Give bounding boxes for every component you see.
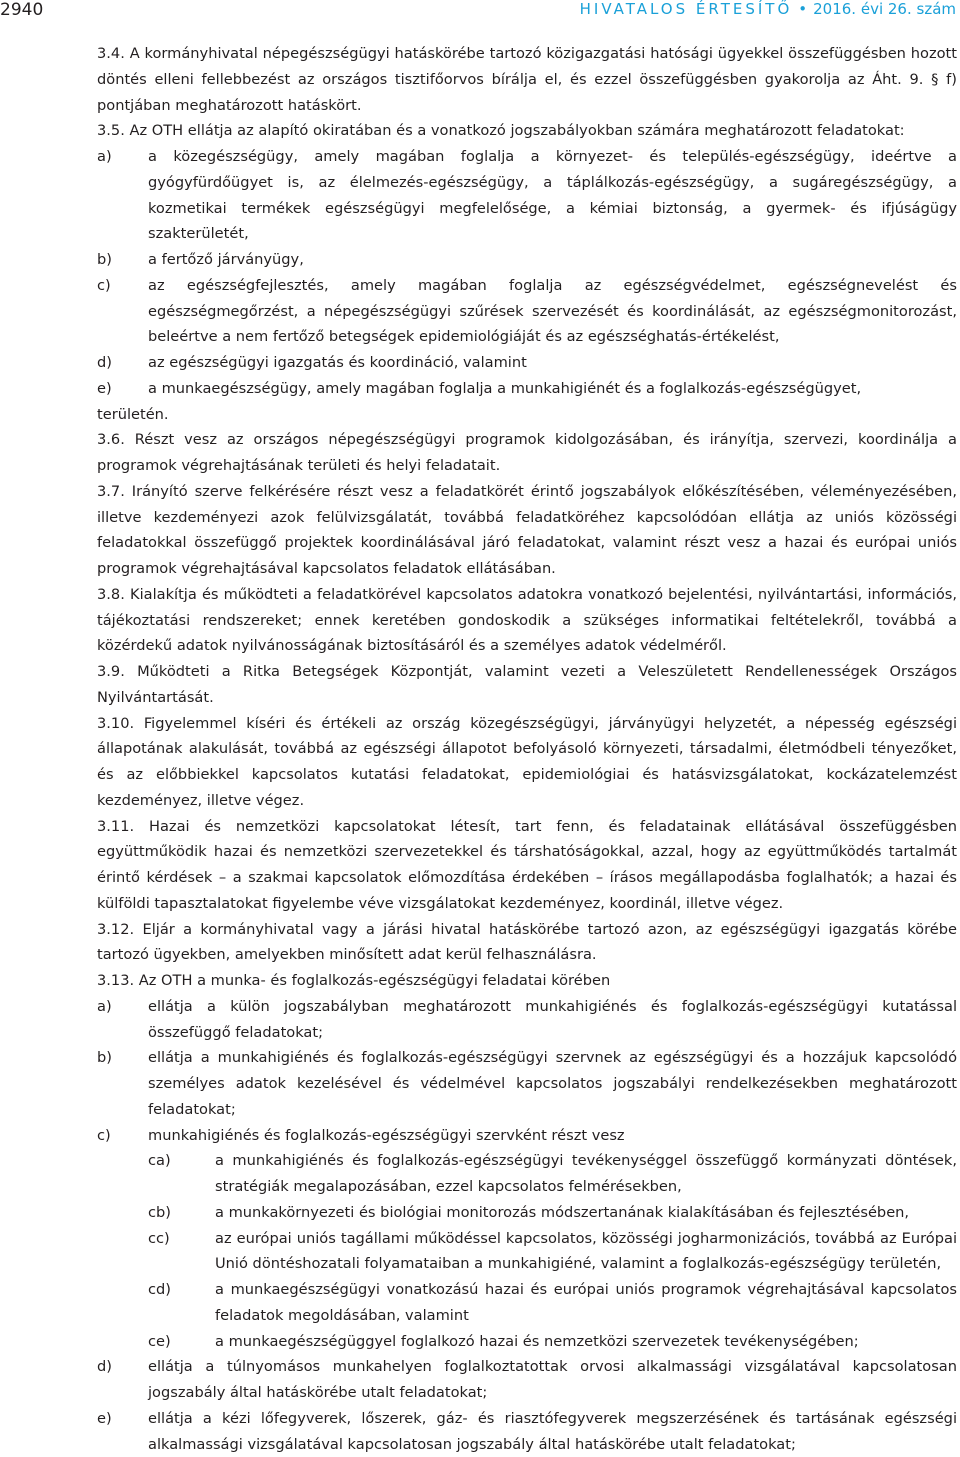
list-item-text: ellátja a kézi lőfegyverek, lőszerek, gáz- és riasztófegyverek megszerzésének és tartásának egészségi alkalmassági vizsgálatával kapcsolatosan jogszabály által hatáskörébe utalt feladatokat; [148,1409,957,1453]
list-item-label: b) [97,1049,112,1067]
list-item-label: e) [97,1409,112,1427]
journal-title: HIVATALOS ÉRTESÍTŐ [579,0,793,18]
list-item-text: a fertőző járványügy, [148,251,304,268]
list-item-label: c) [97,1126,111,1144]
document-body [97,41,957,1457]
paragraph-3-5-closing: területén. [97,405,169,423]
list-item [97,1123,957,1149]
list-item [97,1354,957,1406]
list-item-text: az egészségfejlesztés, amely magában foglalja az egészségvédelmet, egészségnevelést és egészségmegőrzést, a népegészségügyi szűrések szervezését és koordinálását, az egészségmonitorozást, beleértve a nem fertőző betegségek epidemiológiáját és az egészséghatás-értékelést, [148,276,957,346]
paragraph-3-5: 3.5. Az OTH ellátja az alapító okiratában és a vonatkozó jogszabályokban számára meghatározott feladatokat: [97,122,905,140]
list-item [97,144,957,247]
paragraph-3-8: 3.8. Kialakítja és működteti a feladatkörével kapcsolatos adatokra vonatkozó bejelentési, nyilvántartási, információs, tájékoztatási rendszereket; ennek keretében gondoskodik a szükséges informatikai feltételekről, továbbá a közérdekű adatok nyilvánosságának biztosításáról és a személyes adatok védelméről. [97,585,957,655]
list-item-text: az egészségügyi igazgatás és koordináció, valamint [148,354,527,371]
sub-list-item [148,1226,957,1278]
separator-dot: • [798,0,808,18]
list-item-text: ellátja a túlnyomásos munkahelyen foglalkoztatottak orvosi alkalmassági vizsgálatával kapcsolatosan jogszabály által hatáskörébe utalt feladatokat; [148,1358,957,1401]
list-item-label: a) [97,997,112,1015]
sub-list-item [148,1277,957,1329]
list-item [97,273,957,350]
paragraph-3-4: 3.4. A kormányhivatal népegészségügyi hatáskörébe tartozó közigazgatási hatósági ügyekkel összefüggésben hozott döntés elleni fellebbezést az országos tisztifőorvos bírálja el, és ezzel összefüggésben gyakorolja az Áht. 9. § f) pontjában meghatározott hatáskört. [97,45,957,114]
sub-list-item-label: ca) [148,1152,171,1170]
list-item-label: a) [97,148,112,165]
list-item-text: a munkaegészségügy, amely magában foglalja a munkahigiénét és a foglalkozás-egészségügyet, [148,379,862,397]
list-item-label: d) [97,354,112,371]
paragraph-3-13: 3.13. Az OTH a munka- és foglalkozás-egészségügyi feladatai körében [97,972,611,989]
list-item [97,247,957,273]
paragraph-3-12: 3.12. Eljár a kormányhivatal vagy a járási hivatal hatáskörébe tartozó azon, az egészségügyi igazgatás körébe tartozó ügyekben, amelyekben minősített adat kerül felhasználásra. [97,920,957,964]
sub-list-item-text: a munkaegészségüggyel foglalkozó hazai és nemzetközi szervezetek tevékenységében; [215,1332,859,1350]
list-item [97,376,957,402]
sub-list-item [148,1148,957,1200]
paragraph-3-6: 3.6. Részt vesz az országos népegészségügyi programok kidolgozásában, és irányítja, szervezi, koordinálja a programok végrehajtásának területi és helyi feladatait. [97,431,957,474]
sub-list-item-label: ce) [148,1332,171,1350]
sub-list-item-text: a munkaegészségügyi vonatkozású hazai és európai uniós programok végrehajtásával kapcsolatos feladatok megoldásában, valamint [215,1281,957,1324]
paragraph-3-7: 3.7. Irányító szerve felkérésére részt vesz a feladatkörét érintő jogszabályok előkészítésében, véleményezésében, illetve kezdeményezi azok felülvizsgálatát, továbbá feladatköréhez kapcsolódóan ellátja az uniós közösségi feladatokkal összefüggő projektek koordinálásával járó feladatokat, valamint részt vesz a hazai és európai uniós programok végrehajtásával kapcsolatos feladatok ellátásában. [97,482,957,577]
list-item [97,994,957,1046]
sub-list-item-text: a munkahigiénés és foglalkozás-egészségügyi tevékenységgel összefüggő kormányzati döntések, stratégiák megalapozásában, ezzel kapcsolatos felmérésekben, [215,1152,957,1195]
list-item-label: e) [97,379,112,397]
list-item-label: b) [97,251,112,268]
page-number: 2940 [0,0,44,20]
paragraph-3-9: 3.9. Működteti a Ritka Betegségek Központját, valamint vezeti a Veleszületett Rendellenességek Országos Nyilvántartását. [97,663,957,706]
list-item [97,1406,957,1457]
running-header [580,0,956,18]
list-item [97,350,957,376]
sub-list-item-text: a munkakörnyezeti és biológiai monitorozás módszertanának kialakításában és fejlesztésében, [215,1203,910,1221]
list-item-label: c) [97,276,111,294]
list-item-text: ellátja a külön jogszabályban meghatározott munkahigiénés és foglalkozás-egészségügyi kutatással összefüggő feladatokat; [148,997,957,1041]
sub-list-item-label: cb) [148,1203,171,1221]
sub-list-item [148,1329,957,1355]
sub-list-item-label: cd) [148,1281,171,1298]
list-item-text: munkahigiénés és foglalkozás-egészségügyi szervként részt vesz [148,1126,625,1144]
paragraph-3-10: 3.10. Figyelemmel kíséri és értékeli az ország közegészségügyi, járványügyi helyzetét, a népesség egészségi állapotának alakulását, továbbá az egészségi állapotot befolyásoló környezeti, társadalmi, életmódbeli tényezőket, és az előbbiekkel kapcsolatos kutatási feladatokat, epidemiológiai és hatásvizsgálatokat, kockázatelemzést kezdeményez, illetve végez. [97,714,957,809]
list-item [97,1045,957,1122]
list-item-text: ellátja a munkahigiénés és foglalkozás-egészségügyi szervnek az egészségügyi és a hozzájuk kapcsolódó személyes adatok kezelésével és védelmével kapcsolatos jogszabályi rendelkezésekben meghatározott feladatokat; [148,1049,957,1118]
paragraph-3-11: 3.11. Hazai és nemzetközi kapcsolatokat létesít, tart fenn, és feladatainak ellátásával összefüggésben együttműködik hazai és nemzetközi szervezetekkel és társhatóságokkal, azzal, hogy az együttműködés tartalmát érintő kérdések – a szakmai kapcsolatok előmozdítása érdekében – írásos megállapodásba foglalhatók; a hazai és külföldi tapasztalatokat figyelembe véve vizsgálatokat kezdeményez, koordinál, illetve végez. [97,817,957,912]
issue-label: 2016. évi 26. szám [813,0,956,18]
list-item-text: a közegészségügy, amely magában foglalja a környezet- és település-egészségügy, ideértve a gyógyfürdőügyet is, az élelmezés-egészségügy, a táplálkozás-egészségügy, a sugáregészségügy, a kozmetikai termékek egészségügyi megfelelősége, a kémiai biztonság, a gyermek- és ifjúságügy szakterületét, [148,148,957,243]
sub-list-item [148,1200,957,1226]
sub-list-item-text: az európai uniós tagállami működéssel kapcsolatos, közösségi jogharmonizációs, továbbá az Európai Unió döntéshozatali folyamataiban a munkahigiéné, valamint a foglalkozás-egészségügy területén, [215,1229,957,1273]
list-item-label: d) [97,1358,112,1376]
sub-list-item-label: cc) [148,1229,170,1247]
